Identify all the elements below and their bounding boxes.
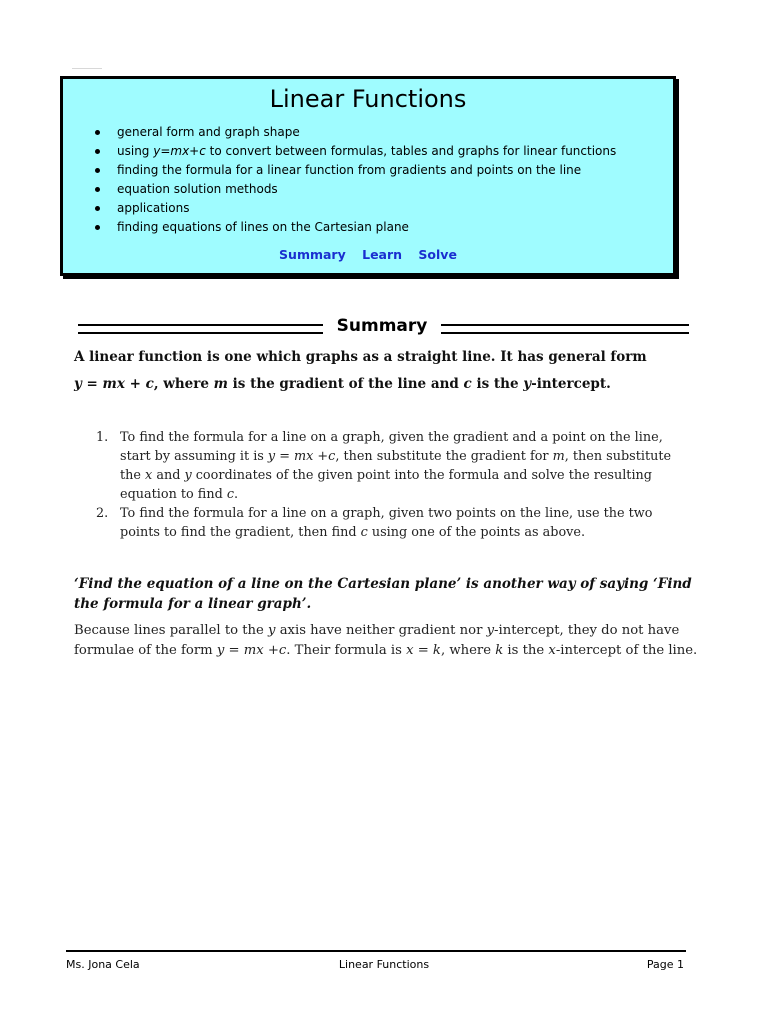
bullet-icon — [95, 168, 100, 173]
quote-paragraph: ‘Find the equation of a line on the Cartesian plane’ is another way of saying ‘Find the formula for a linear graph’. — [74, 576, 692, 612]
summary-heading: Summary — [336, 316, 428, 336]
topic-item: general form and graph shape — [89, 123, 616, 142]
bullet-icon — [95, 187, 100, 192]
step-item: 1. To find the formula for a line on a graph, given the gradient and a point on the line, start by assuming it is y = mx +c, then substitute the gradient for m, then substitute the x and y coordinates of the given point into the formula and solve the resulting equation to find c. — [96, 430, 672, 502]
footer-title: Linear Functions — [338, 958, 430, 971]
nav-link-learn[interactable]: Learn — [362, 247, 403, 262]
intro-line-2: y = mx + c, where m is the gradient of the line and c is the y-intercept. — [74, 376, 611, 392]
footer-page-number: Page 1 — [646, 958, 684, 971]
bullet-icon — [95, 149, 100, 154]
footer-rule — [66, 950, 686, 952]
steps-list — [96, 428, 696, 542]
topic-item: equation solution methods — [89, 180, 616, 199]
bullet-icon — [95, 130, 100, 135]
topic-item: applications — [89, 199, 616, 218]
topic-item: finding the formula for a linear function from gradients and points on the line — [89, 161, 616, 180]
heading-rule-right — [441, 324, 689, 334]
intro-line-1: A linear function is one which graphs as a straight line. It has general form — [74, 349, 647, 365]
step-item: 2. To find the formula for a line on a graph, given two points on the line, use the two points to find the gradient, then find c using one of the points as above. — [96, 506, 653, 540]
topic-item: using y=mx+c to convert between formulas, tables and graphs for linear functions — [89, 142, 616, 161]
nav-link-solve[interactable]: Solve — [418, 247, 457, 262]
bullet-icon — [95, 225, 100, 230]
intro-paragraph — [74, 344, 714, 398]
header-box — [60, 76, 676, 276]
topic-item: finding equations of lines on the Cartesian plane — [89, 218, 616, 237]
section-nav — [63, 247, 673, 262]
page-title: Linear Functions — [269, 85, 467, 113]
top-mark — [72, 68, 102, 69]
footer-author: Ms. Jona Cela — [66, 958, 140, 971]
nav-link-summary[interactable]: Summary — [279, 247, 346, 262]
body-paragraph: Because lines parallel to the y axis have neither gradient nor y-intercept, they do not have formulae of the form y = mx +c. Their formula is x = k, where k is the x-intercept of the line. — [74, 623, 698, 658]
heading-rule-left — [78, 324, 323, 334]
bullet-icon — [95, 206, 100, 211]
topic-list — [89, 123, 616, 237]
